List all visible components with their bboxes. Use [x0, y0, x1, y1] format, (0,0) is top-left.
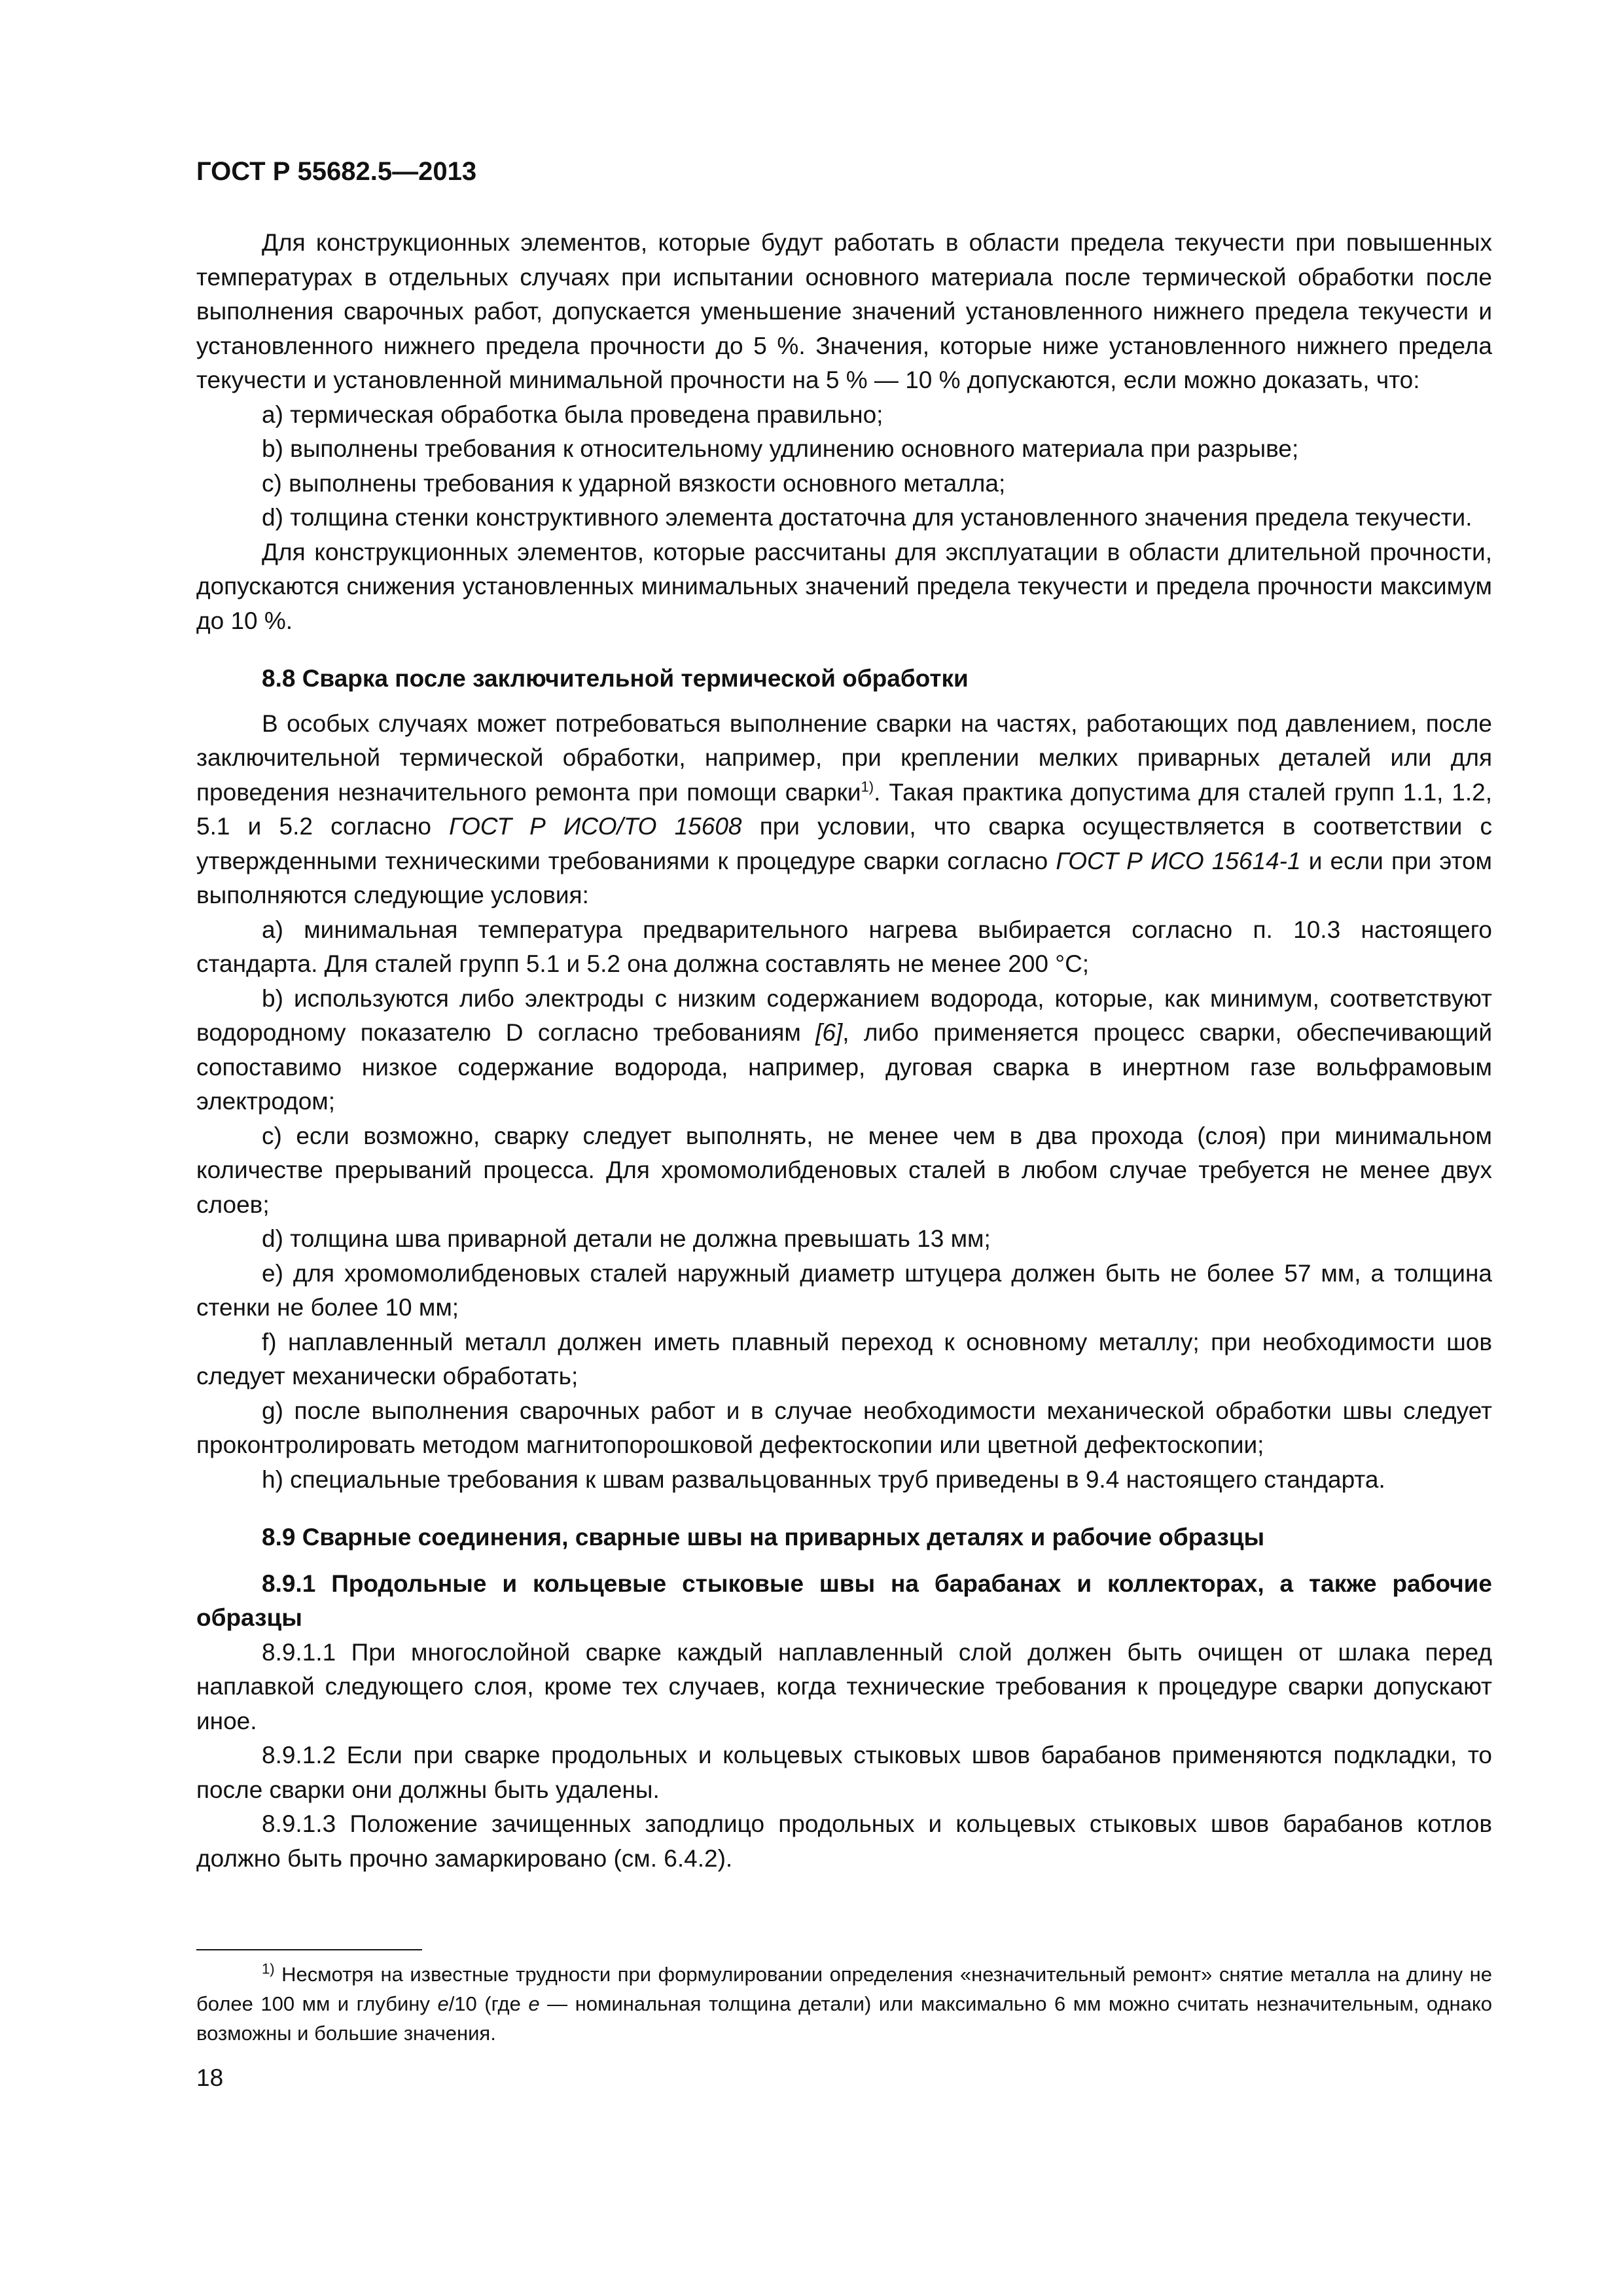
paragraph-text: . Такая практика допустима для сталей групп 1.1, 1.2, 5.1 и 5.2 согласно — [196, 778, 1492, 840]
list-item: f) наплавленный металл должен иметь плавный переход к основному металлу; при необходимости шов следует механически обработать; — [196, 1328, 1492, 1390]
footnote-variable: e — [528, 1992, 540, 2015]
paragraph-text: В особых случаях может потребоваться выполнение сварки на частях, работающих под давлением, после заключительной термической обработки, например, при креплении мелких приварных деталей или для проведения незначительного ремонта при помощи сварки — [196, 709, 1492, 806]
clause-paragraph: 8.9.1.2 Если при сварке продольных и кольцевых стыковых швов барабанов применяются подкладки, то после сварки они должны быть удалены. — [196, 1742, 1492, 1803]
standard-header: ГОСТ Р 55682.5—2013 — [196, 157, 477, 186]
footnote-separator — [196, 1949, 422, 1950]
section-heading: 8.9 Сварные соединения, сварные швы на приварных деталях и рабочие образцы — [262, 1524, 1265, 1551]
paragraph: Для конструкционных элементов, которые будут работать в области предела текучести при повышенных температурах в отдельных случаях при испытании основного материала после термической обработки после выполнения сварочных работ, допускается уменьшение значений установленного нижнего предела текучести и установленного нижнего предела прочности до 5 %. Значения, которые ниже установленного нижнего предела текучести и установленной минимальной прочности на 5 % — 10 % допускаются, если можно доказать, что: — [196, 229, 1492, 393]
footnote-body: /10 (где — [448, 1992, 529, 2015]
list-item: c) если возможно, сварку следует выполнять, не менее чем в два прохода (слоя) при минимальном количестве прерываний процесса. Для хромомолибденовых сталей в любом случае требуется не менее двух слоев; — [196, 1122, 1492, 1218]
list-item — [196, 982, 1492, 1119]
clause-paragraph: 8.9.1.1 При многослойной сварке каждый наплавленный слой должен быть очищен от шлака перед наплавкой следующего слоя, кроме тех случаев, когда технические требования к процедуре сварки допускают иное. — [196, 1638, 1492, 1734]
footnote-mark: 1) — [262, 1960, 275, 1977]
list-item-text: , либо применяется процесс сварки, обеспечивающий сопоставимо низкое содержание водорода, например, дуговая сварка в инертном газе вольфрамовым электродом; — [196, 1019, 1492, 1115]
list-item: c) выполнены требования к ударной вязкости основного металла; — [262, 469, 1006, 497]
list-item-text: b) используются либо электроды с низким содержанием водорода, которые, как минимум, соответствуют водородному показателю D согласно требованиям — [196, 984, 1492, 1046]
footnote-text — [196, 1960, 1492, 2048]
list-item: a) термическая обработка была проведена правильно; — [262, 401, 883, 428]
footnote-variable: e — [437, 1992, 449, 2015]
standard-reference: ГОСТ Р ИСО/ТО 15608 — [449, 813, 742, 840]
list-item: b) выполнены требования к относительному удлинению основного материала при разрыве; — [262, 435, 1299, 462]
list-item: e) для хромомолибденовых сталей наружный диаметр штуцера должен быть не более 57 мм, а толщина стенки не более 10 мм; — [196, 1259, 1492, 1321]
section-heading: 8.8 Сварка после заключительной термической обработки — [262, 665, 969, 692]
list-item: d) толщина стенки конструктивного элемента достаточна для установленного значения предела текучести. — [262, 504, 1472, 531]
footnote — [196, 1960, 1492, 2048]
list-item: a) минимальная температура предварительного нагрева выбирается согласно п. 10.3 настоящего стандарта. Для сталей групп 5.1 и 5.2 она должна составлять не менее 200 °С; — [196, 916, 1492, 977]
bibliography-reference: [6] — [815, 1019, 843, 1046]
subsection-heading: 8.9.1 Продольные и кольцевые стыковые швы на барабанах и коллекторах, а также рабочие образцы — [196, 1570, 1492, 1631]
clause-paragraph: 8.9.1.3 Положение зачищенных заподлицо продольных и кольцевых стыковых швов барабанов котлов должно быть прочно замаркировано (см. 6.4.2). — [196, 1810, 1492, 1872]
footnote-reference: 1) — [861, 778, 874, 795]
standard-reference: ГОСТ Р ИСО 15614-1 — [1056, 847, 1301, 874]
paragraph-text: и если при этом выполняются следующие условия: — [196, 847, 1492, 908]
paragraph: Для конструкционных элементов, которые рассчитаны для эксплуатации в области длительной прочности, допускаются снижения установленных минимальных значений предела текучести и предела прочности максимум до 10 %. — [196, 538, 1492, 634]
list-item: d) толщина шва приварной детали не должна превышать 13 мм; — [262, 1225, 991, 1252]
list-item: g) после выполнения сварочных работ и в случае необходимости механической обработки швы следует проконтролировать методом магнитопорошковой дефектоскопии или цветной дефектоскопии; — [196, 1397, 1492, 1458]
list-item: h) специальные требования к швам развальцованных труб приведены в 9.4 настоящего стандарта. — [262, 1465, 1385, 1493]
page-body — [196, 154, 1492, 1876]
footnote-body: — номинальная толщина детали) или максимально 6 мм можно считать незначительным, однако возможны и большие значения. — [196, 1992, 1493, 2045]
paragraph-text: при условии, что сварка осуществляется в соответствии с утвержденными техническими требованиями к процедуре сварки согласно — [196, 813, 1493, 874]
footnote-body: Несмотря на известные трудности при формулировании определения «незначительный ремонт» снятие металла на длину не более 100 мм и глубину — [196, 1963, 1492, 2015]
paragraph — [196, 707, 1492, 913]
page-number: 18 — [196, 2064, 224, 2091]
